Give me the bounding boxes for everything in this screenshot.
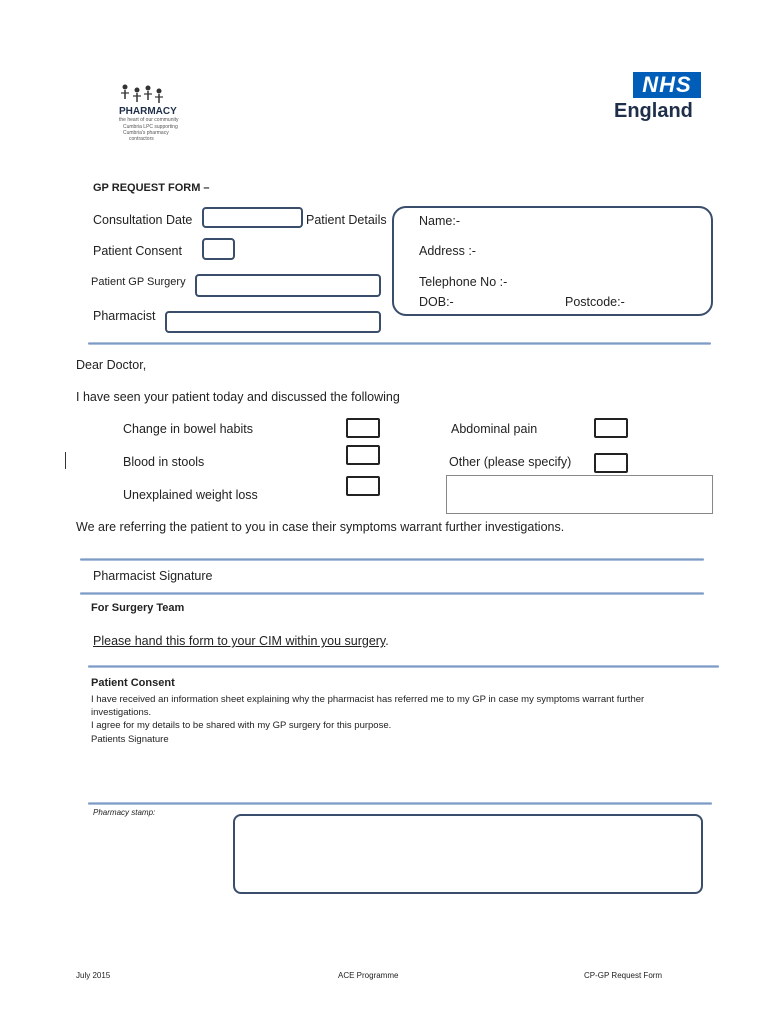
consultation-date-label: Consultation Date [93, 213, 193, 227]
address-label: Address :- [419, 244, 476, 258]
separator-3 [80, 592, 704, 595]
patient-consent-label: Patient Consent [93, 244, 182, 258]
symptom-abdominal-checkbox[interactable] [594, 418, 628, 438]
patient-gp-surgery-field[interactable] [195, 274, 381, 297]
pharmacy-logo-text: PHARMACY [119, 106, 177, 117]
pharmacy-tagline: the heart of our community [119, 117, 179, 123]
telephone-label: Telephone No :- [419, 275, 508, 289]
symptom-other-label: Other (please specify) [449, 455, 572, 469]
nhs-logo: NHS [633, 72, 701, 98]
symptom-bowel-label: Change in bowel habits [123, 422, 253, 436]
symptom-blood-checkbox[interactable] [346, 445, 380, 465]
footer-programme: ACE Programme [338, 971, 399, 980]
symptom-weight-label: Unexplained weight loss [123, 488, 258, 502]
patients-signature-label: Patients Signature [91, 734, 169, 745]
footer-form-name: CP-GP Request Form [584, 971, 663, 980]
consent-line-1: I have received an information sheet explaining why the pharmacist has referred me to my GP in case my symptoms warrant further [91, 694, 645, 705]
pharmacy-stamp-label: Pharmacy stamp: [93, 808, 156, 817]
other-specify-field[interactable] [446, 475, 713, 514]
pharmacist-field[interactable] [165, 311, 381, 333]
symptom-abdominal-label: Abdominal pain [451, 422, 538, 436]
separator-2 [80, 558, 704, 561]
patient-consent-field[interactable] [202, 238, 235, 260]
patient-gp-surgery-label: Patient GP Surgery [91, 276, 186, 288]
surgery-instruction [93, 634, 389, 648]
consent-line-2: investigations. [91, 707, 152, 718]
surgery-team-heading: For Surgery Team [91, 602, 185, 614]
pharmacy-sub2: Cumbria's pharmacy [123, 130, 169, 136]
separator-1 [88, 342, 711, 345]
separator-5 [88, 802, 712, 805]
postcode-label: Postcode:- [565, 295, 625, 309]
pharmacist-signature-label: Pharmacist Signature [93, 569, 213, 583]
consultation-date-field[interactable] [202, 207, 303, 228]
intro-text: I have seen your patient today and discussed the following [76, 390, 400, 404]
pharmacist-label: Pharmacist [93, 309, 156, 323]
patient-consent-heading: Patient Consent [91, 677, 175, 689]
symptom-other-checkbox[interactable] [594, 453, 628, 473]
patient-details-label: Patient Details [306, 213, 387, 227]
surgery-instruction-text: Please hand this form to your CIM within you surgery [93, 634, 386, 648]
symptom-blood-label: Blood in stools [123, 455, 205, 469]
symptom-bowel-checkbox[interactable] [346, 418, 380, 438]
form-title: GP REQUEST FORM – [93, 182, 210, 194]
pharmacy-stamp-box[interactable] [233, 814, 703, 894]
nhs-england-text: England [614, 100, 693, 122]
pharmacy-sub3: contractors [129, 136, 154, 142]
referral-text: We are referring the patient to you in case their symptoms warrant further investigations. [76, 520, 565, 534]
surgery-instruction-end: . [385, 634, 389, 648]
name-label: Name:- [419, 214, 460, 228]
dob-label: DOB:- [419, 295, 454, 309]
symptom-weight-checkbox[interactable] [346, 476, 380, 496]
footer-date: July 2015 [76, 971, 111, 980]
pharmacy-figures-icon [119, 82, 169, 106]
separator-4 [88, 665, 719, 668]
greeting: Dear Doctor, [76, 358, 147, 372]
text-cursor [65, 452, 66, 469]
pharmacy-sub1: Cumbria LPC supporting [123, 124, 178, 130]
pharmacy-logo [115, 82, 205, 142]
consent-line-3: I agree for my details to be shared with my GP surgery for this purpose. [91, 720, 392, 731]
